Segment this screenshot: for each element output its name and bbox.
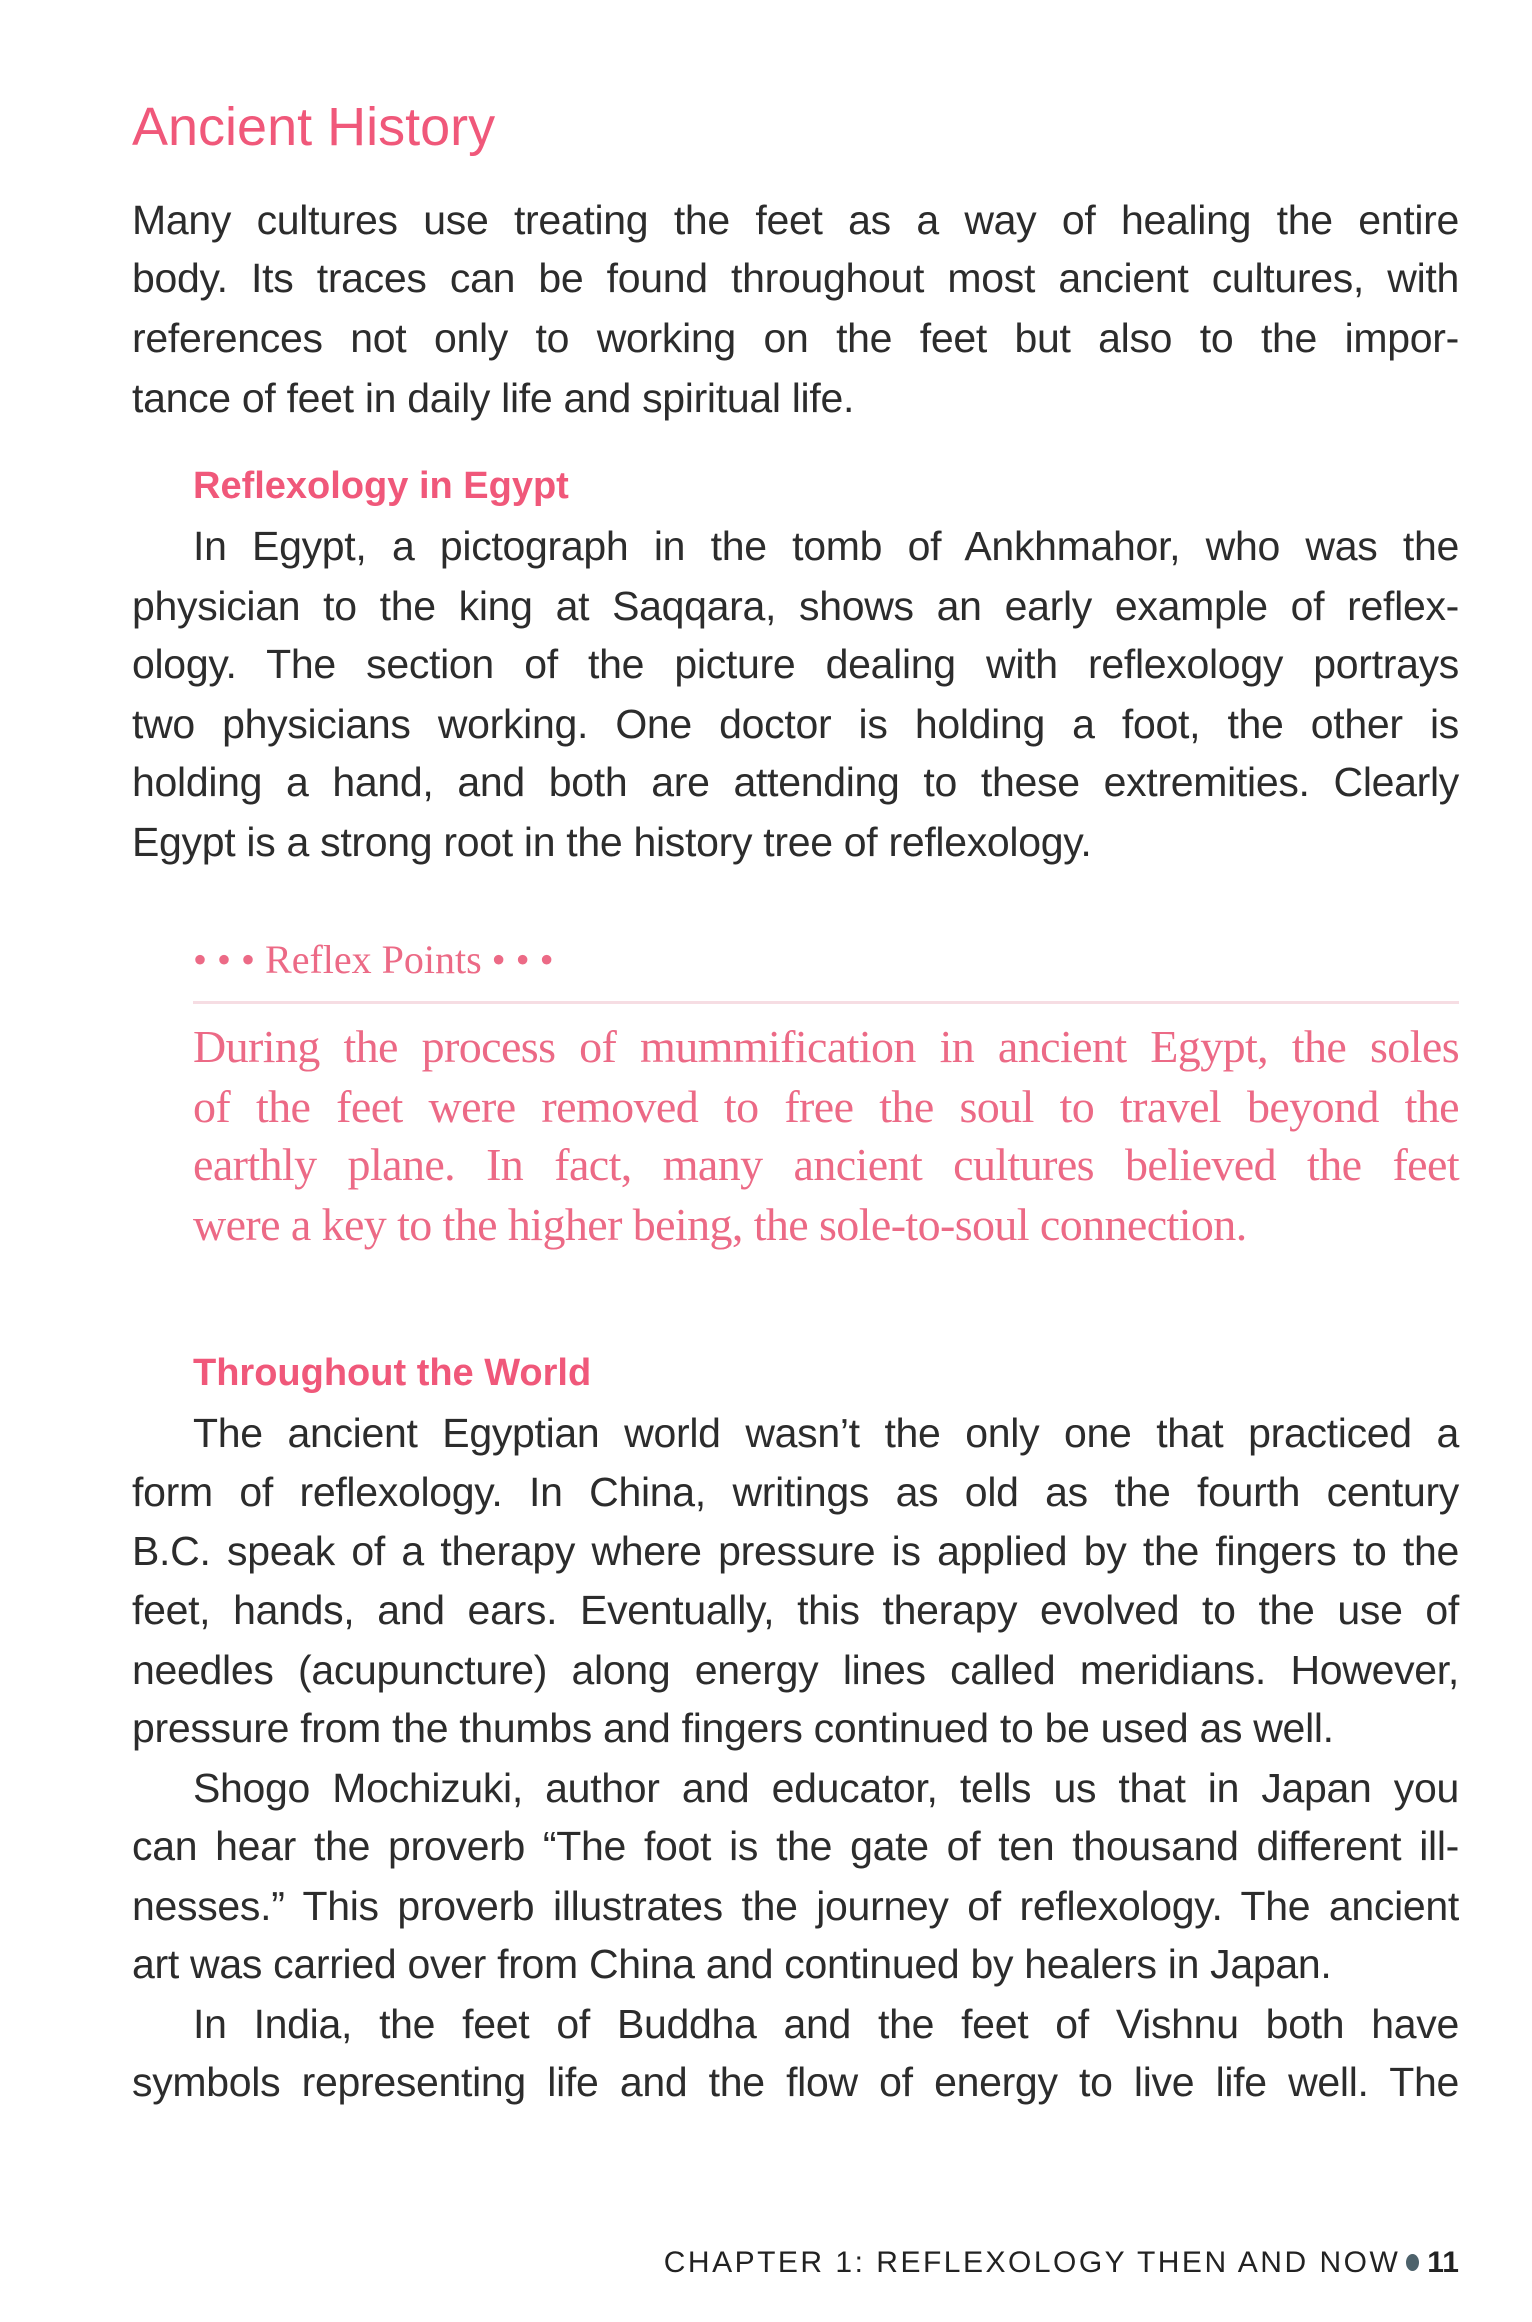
egypt-text-line: holding a hand, and both are attending to these extremities. Clearly bbox=[132, 759, 1459, 805]
reflex-points-text-line: were a key to the higher being, the sole-to-soul connection. bbox=[193, 1199, 1247, 1250]
intro-text-line: references not only to working on the feet but also to the impor- bbox=[132, 315, 1459, 361]
reflex-points-text-line: earthly plane. In fact, many ancient cultures believed the feet bbox=[193, 1139, 1459, 1190]
chapter-label: CHAPTER 1: REFLEXOLOGY THEN AND NOW bbox=[663, 2246, 1401, 2279]
page-title: Ancient History bbox=[132, 97, 496, 157]
world-text-line: pressure from the thumbs and fingers continued to be used as well. bbox=[132, 1705, 1334, 1751]
page-number: 11 bbox=[1427, 2246, 1459, 2279]
section-heading-egypt: Reflexology in Egypt bbox=[193, 465, 569, 507]
world-text-line: The ancient Egyptian world wasn’t the only one that practiced a bbox=[193, 1410, 1459, 1456]
world-text-line: needles (acupuncture) along energy lines called meridians. However, bbox=[132, 1647, 1459, 1693]
intro-text-line: Many cultures use treating the feet as a way of healing the entire bbox=[132, 197, 1459, 243]
world-text-line: symbols representing life and the flow of energy to live life well. The bbox=[132, 2059, 1459, 2105]
world-text-line: Shogo Mochizuki, author and educator, tells us that in Japan you bbox=[193, 1765, 1459, 1811]
sidebar-title: • • • Reflex Points • • • bbox=[193, 937, 554, 982]
world-text-line: can hear the proverb “The foot is the gate of ten thousand different ill- bbox=[132, 1823, 1459, 1869]
reflex-points-text-line: of the feet were removed to free the soul to travel beyond the bbox=[193, 1081, 1459, 1132]
egypt-text-line: Egypt is a strong root in the history tree of reflexology. bbox=[132, 819, 1092, 865]
intro-text-line: body. Its traces can be found throughout most ancient cultures, with bbox=[132, 255, 1459, 301]
running-footer bbox=[664, 2245, 1459, 2281]
world-text-line: form of reflexology. In China, writings as old as the fourth century bbox=[132, 1469, 1459, 1515]
egypt-text-line: physician to the king at Saqqara, shows an early example of reflex- bbox=[132, 583, 1459, 629]
world-text-line: feet, hands, and ears. Eventually, this therapy evolved to the use of bbox=[132, 1587, 1459, 1633]
world-text-line: In India, the feet of Buddha and the feet of Vishnu both have bbox=[193, 2001, 1459, 2047]
egypt-text-line: ology. The section of the picture dealing with reflexology portrays bbox=[132, 641, 1459, 687]
reflex-points-text-line: During the process of mummification in ancient Egypt, the soles bbox=[193, 1021, 1459, 1072]
sidebar-divider bbox=[193, 1001, 1459, 1004]
section-heading-world: Throughout the World bbox=[193, 1352, 592, 1394]
world-text-line: nesses.” This proverb illustrates the journey of reflexology. The ancient bbox=[132, 1883, 1459, 1929]
world-text-line: art was carried over from China and continued by healers in Japan. bbox=[132, 1941, 1332, 1987]
egypt-text-line: In Egypt, a pictograph in the tomb of Ankhmahor, who was the bbox=[193, 523, 1459, 569]
world-text-line: B.C. speak of a therapy where pressure is applied by the fingers to the bbox=[132, 1528, 1459, 1574]
egypt-text-line: two physicians working. One doctor is holding a foot, the other is bbox=[132, 701, 1459, 747]
bullet-icon bbox=[1406, 2254, 1419, 2271]
intro-text-line: tance of feet in daily life and spiritual life. bbox=[132, 375, 855, 421]
